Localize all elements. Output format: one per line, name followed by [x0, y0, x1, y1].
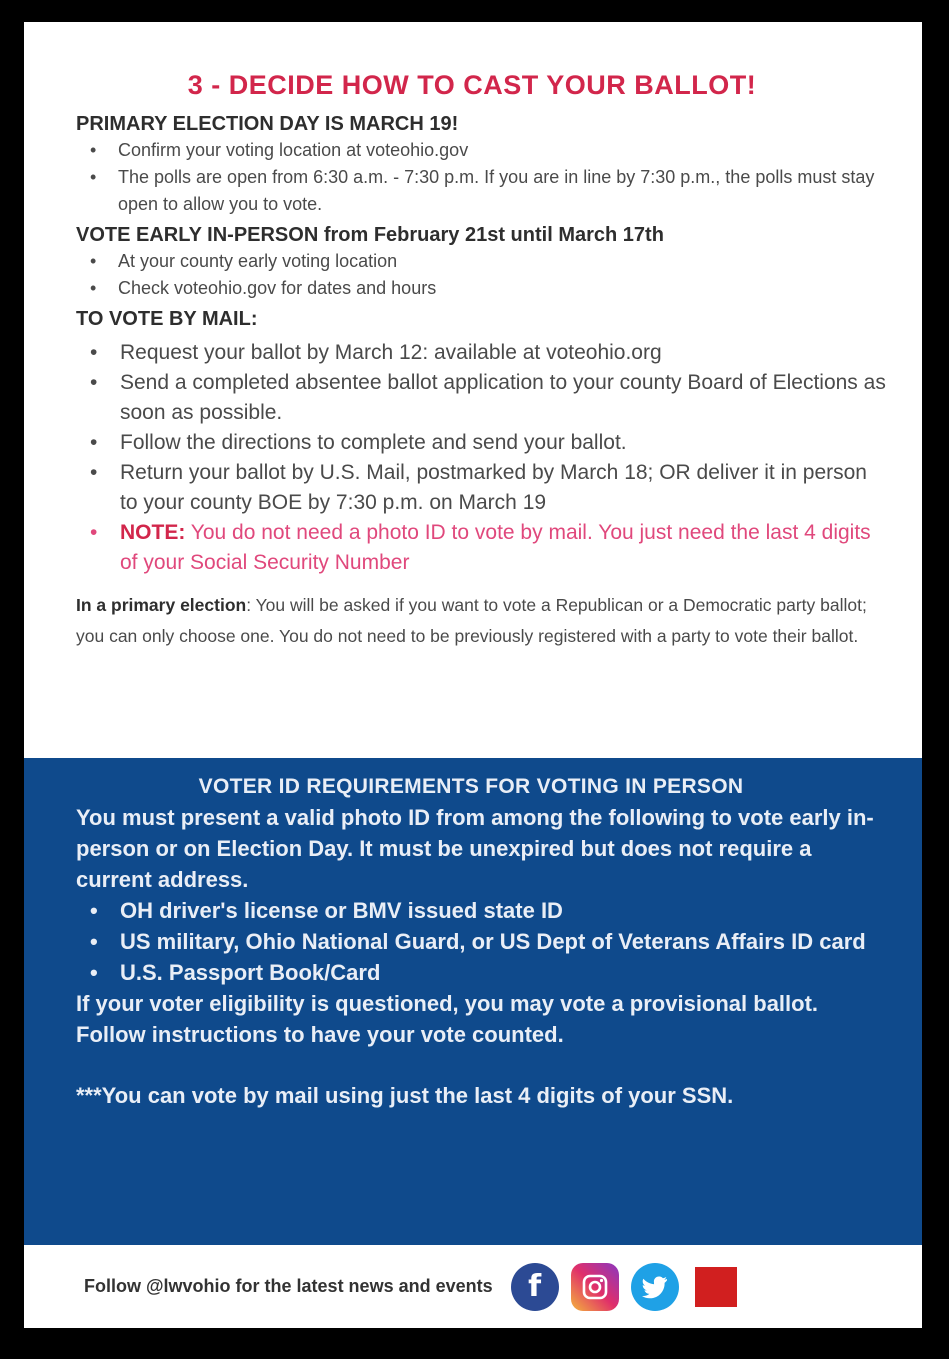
top-section — [24, 22, 922, 652]
primary-para-label: In a primary election — [76, 595, 247, 615]
twitter-icon[interactable] — [631, 1263, 679, 1311]
voter-id-section — [24, 758, 922, 1245]
youtube-icon[interactable] — [695, 1267, 737, 1307]
ssn-note: ***You can vote by mail using just the last 4 digits of your SSN. — [76, 1083, 734, 1108]
list-item: • The polls are open from 6:30 a.m. - 7:30 p.m. If you are in line by 7:30 p.m., the polls must stay open to allow you to vote. — [76, 164, 888, 218]
list-item: • Confirm your voting location at voteohio.gov — [76, 137, 888, 164]
voter-id-list — [76, 895, 882, 988]
list-item: • Send a completed absentee ballot application to your county Board of Elections as soon as possible. — [76, 368, 888, 428]
voter-guide-card — [24, 22, 922, 1328]
early-list — [76, 248, 888, 302]
primary-paragraph — [76, 590, 888, 652]
early-heading: VOTE EARLY IN-PERSON from February 21st until March 17th — [76, 224, 664, 246]
mail-list — [76, 338, 888, 578]
footer — [24, 1245, 922, 1328]
voter-id-heading: VOTER ID REQUIREMENTS FOR VOTING IN PERSON — [198, 775, 744, 798]
note-label: NOTE: — [120, 521, 186, 544]
provisional-text: If your voter eligibility is questioned, you may vote a provisional ballot. Follow instructions to have your vote counted. — [76, 991, 819, 1047]
list-item: • OH driver's license or BMV issued state ID — [76, 895, 882, 926]
instagram-icon[interactable] — [571, 1263, 619, 1311]
voter-id-intro: You must present a valid photo ID from among the following to vote early in-person or on Election Day. It must be unexpired but does not require a current address. — [76, 805, 874, 892]
note-text: You do not need a photo ID to vote by mail. You just need the last 4 digits of your Social Security Number — [120, 521, 871, 574]
primary-list — [76, 137, 888, 218]
facebook-icon[interactable]: f — [511, 1263, 559, 1311]
follow-text: Follow @lwvohio for the latest news and events — [84, 1276, 493, 1296]
list-item: • Request your ballot by March 12: available at voteohio.org — [76, 338, 888, 368]
list-item: • Check voteohio.gov for dates and hours — [76, 275, 888, 302]
primary-para-text: : You will be asked if you want to vote a Republican or a Democratic party ballot; you can only choose one. You do not need to be previously registered with a party to vote their ballot. — [76, 595, 867, 646]
primary-heading: PRIMARY ELECTION DAY IS MARCH 19! — [76, 113, 459, 135]
mail-heading: TO VOTE BY MAIL: — [76, 308, 258, 330]
list-item: • US military, Ohio National Guard, or US Dept of Veterans Affairs ID card — [76, 926, 882, 957]
list-item: • At your county early voting location — [76, 248, 888, 275]
page-title: 3 - DECIDE HOW TO CAST YOUR BALLOT! — [187, 70, 757, 100]
list-item: • Follow the directions to complete and send your ballot. — [76, 428, 888, 458]
list-item: • Return your ballot by U.S. Mail, postmarked by March 18; OR deliver it in person to your county BOE by 7:30 p.m. on March 19 — [76, 458, 888, 518]
list-item: • U.S. Passport Book/Card — [76, 957, 882, 988]
note-item — [76, 518, 888, 578]
